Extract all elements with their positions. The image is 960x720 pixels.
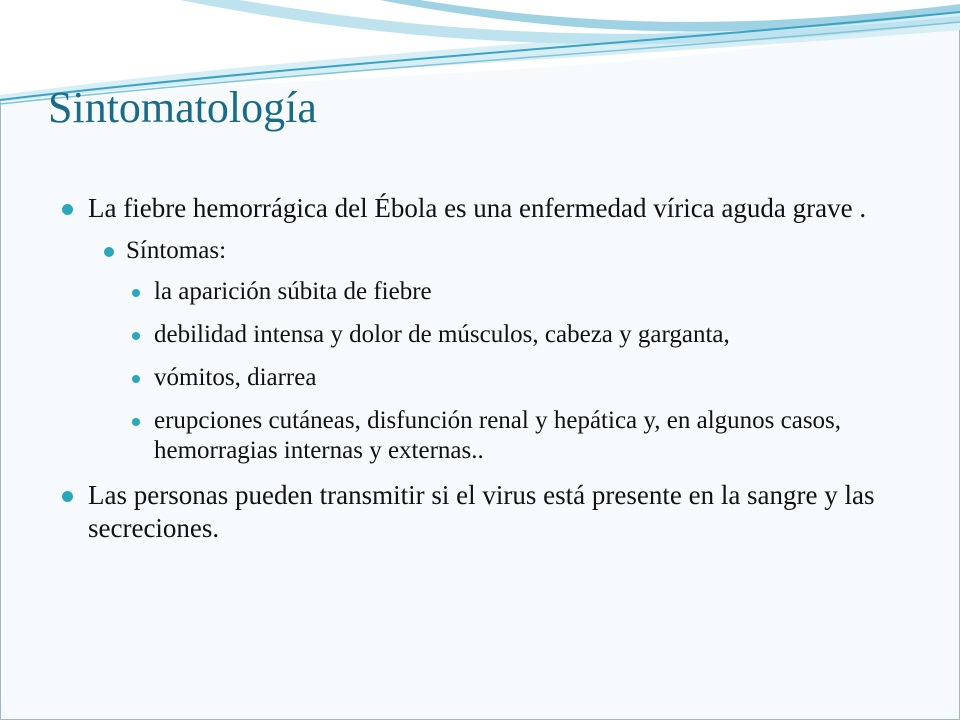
bullet-text: debilidad intensa y dolor de músculos, cabeza y garganta,: [154, 321, 730, 348]
sub-sub-bullet-item: [60, 363, 920, 393]
sub-sub-bullet-item: [60, 277, 920, 307]
bullet-text: erupciones cutáneas, disfunción renal y hepática y, en algunos casos, hemorragias internas y externas..: [154, 407, 842, 464]
bullet-dot-icon: [104, 247, 114, 257]
bullet-dot-icon: [132, 418, 140, 426]
sub-sub-bullet-item: [60, 320, 920, 350]
bullet-list: [60, 192, 920, 556]
bullet-dot-icon: [132, 375, 140, 383]
bullet-text: Síntomas:: [126, 237, 227, 264]
bullet-text: vómitos, diarrea: [154, 364, 317, 391]
bullet-item: [60, 479, 920, 545]
sub-bullet-item: [60, 236, 920, 266]
slide-title: Sintomatología: [48, 83, 317, 132]
bullet-dot-icon: [132, 289, 140, 297]
bullet-item: [60, 192, 920, 225]
bullet-text: La fiebre hemorrágica del Ébola es una enfermedad vírica aguda grave .: [88, 193, 867, 223]
sub-sub-bullet-item: [60, 406, 920, 466]
bullet-dot-icon: [62, 204, 73, 215]
bullet-text: Las personas pueden transmitir si el virus está presente en la sangre y las secreciones.: [88, 480, 875, 543]
bullet-dot-icon: [132, 332, 140, 340]
bullet-text: la aparición súbita de fiebre: [154, 278, 432, 305]
bullet-dot-icon: [62, 491, 73, 502]
